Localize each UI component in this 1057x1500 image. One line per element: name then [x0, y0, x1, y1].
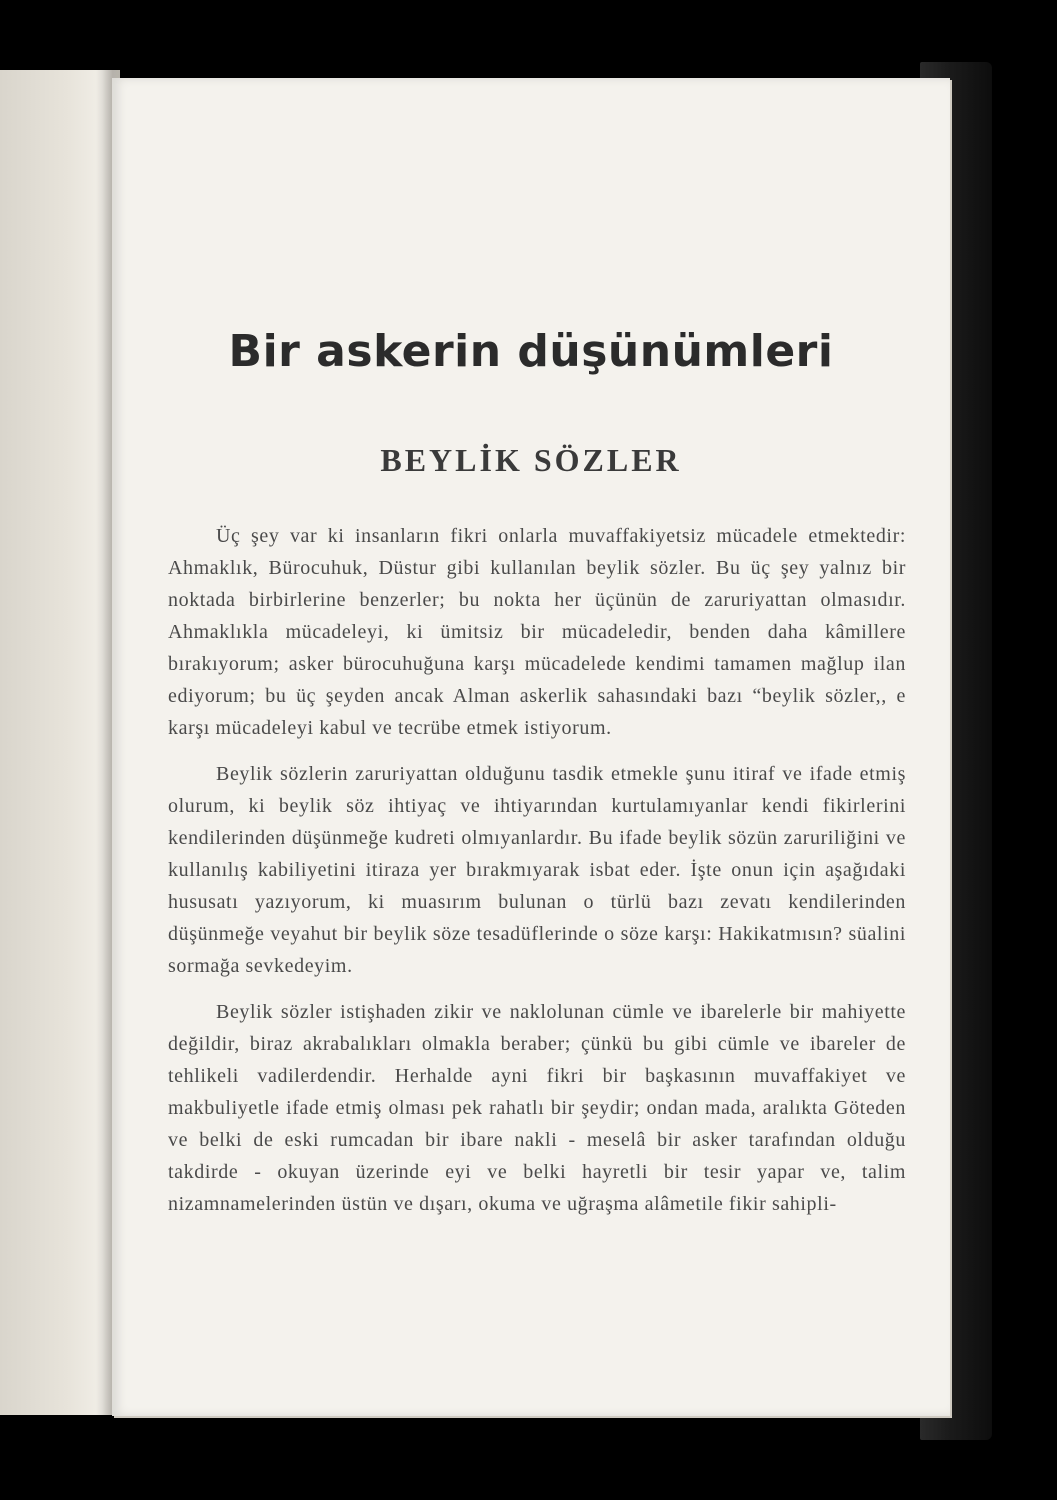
section-heading: BEYLİK SÖZLER [380, 442, 682, 478]
page-title: Bir askerin düşünümleri [228, 326, 834, 377]
body-text [168, 520, 906, 1234]
book-page [112, 78, 950, 1416]
paragraph: Üç şey var ki insanların fikri onlarla muvaffakiyetsiz mücadele etmektedir: Ahmaklık, Bürocuhuk, Düstur gibi kullanılan beylik sözler. Bu üç şey yalnız bir noktada birbirlerine benzerler; bu nokta her üçünün de zaruriyattan olmasıdır. Ahmaklıkla mücadeleyi, ki ümitsiz bir mücadeledir, benden daha kâmillere bırakıyorum; asker bürocuhuğuna karşı mücadelede kendimi tamamen mağlup ilan ediyorum; bu üç şeyden ancak Alman askerlik sahasındaki bazı “beylik sözler,, e karşı mücadeleyi kabul ve tecrübe etmek istiyorum. [168, 525, 906, 739]
paragraph: Beylik sözlerin zaruriyattan olduğunu tasdik etmekle şunu itiraf ve ifade etmiş olurum, ki beylik söz ihtiyaç ve ihtiyarından kurtulamıyanlar kendi fikirlerini kendilerinden düşünmeğe kudreti olmıyanlardır. Bu ifade beylik sözün zaruriliğini ve kullanılış kabiliyetini itiraza yer bırakmıyarak isbat eder. İşte onun için aşağıdaki hususatı yazıyorum, ki muasırım bulunan o türlü bazı zevatı kendilerinden düşünmeğe veyahut bir beylik söze tesadüflerinde o söze karşı: Hakikatmısın? süalini sormağa sevkedeyim. [168, 763, 906, 977]
paragraph: Beylik sözler istişhaden zikir ve naklolunan cümle ve ibarelerle bir mahiyette değildir, biraz akrabalıkları olmakla beraber; çünkü bu gibi cümle ve ibareler de tehlikeli vadilerdendir. Herhalde ayni fikri bir başkasının muvaffakiyet ve makbuliyetle ifade etmiş olması pek rahatlı bir şeydir; ondan mada, aralıkta Göteden ve belki de eski rumcadan bir ibare nakli - meselâ bir asker tarafından olduğu takdirde - okuyan üzerinde eyi ve belki hayretli bir tesir yapar ve, talim nizamnamelerinden üstün ve dışarı, okuma ve uğraşma alâmetile fikir sahipli- [168, 1001, 906, 1215]
